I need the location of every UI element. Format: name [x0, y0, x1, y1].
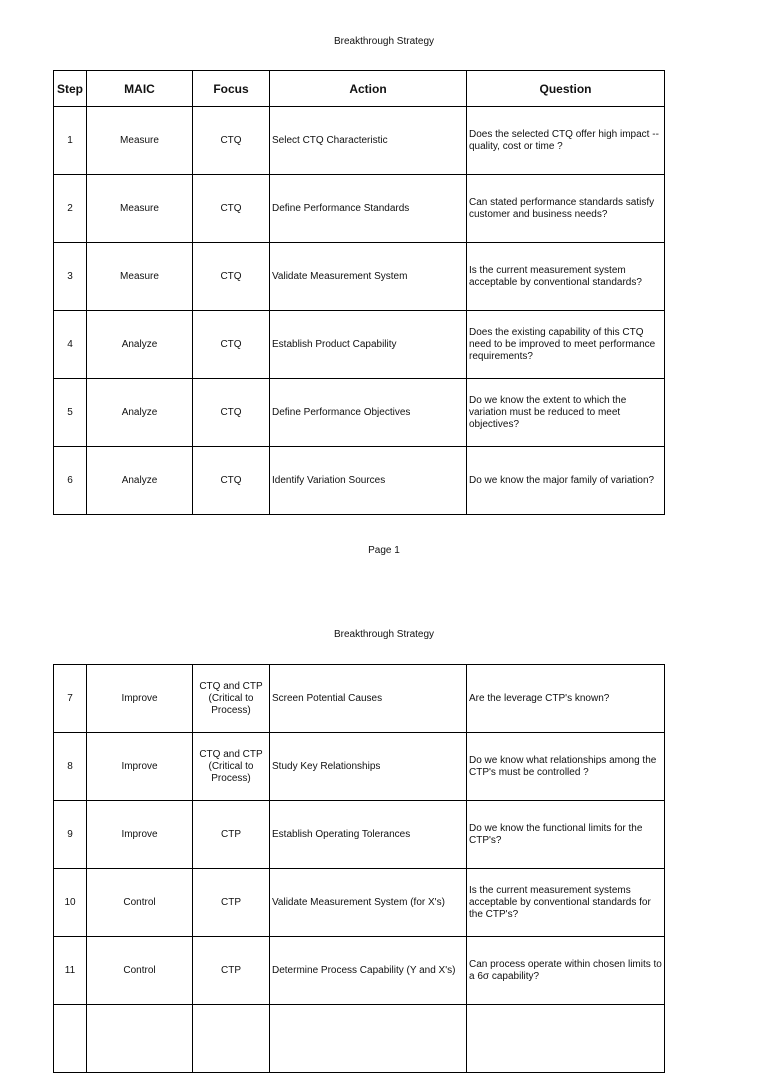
action-cell: Define Performance Standards — [270, 175, 467, 243]
action-cell: Establish Operating Tolerances — [270, 801, 467, 869]
focus-cell: CTQ — [193, 447, 270, 515]
question-cell: Do we know the extent to which the variation must be reduced to meet objectives? — [467, 379, 665, 447]
step-cell: 8 — [54, 733, 87, 801]
action-cell — [270, 1005, 467, 1073]
table-row — [54, 937, 665, 1005]
question-cell — [467, 1005, 665, 1073]
focus-cell: CTP — [193, 937, 270, 1005]
step-cell: 2 — [54, 175, 87, 243]
action-cell: Study Key Relationships — [270, 733, 467, 801]
question-cell: Can stated performance standards satisfy customer and business needs? — [467, 175, 665, 243]
strategy-table-page-2 — [53, 664, 665, 1073]
focus-cell — [193, 1005, 270, 1073]
column-header-maic: MAIC — [87, 71, 193, 107]
table-row — [54, 311, 665, 379]
question-cell: Do we know the major family of variation? — [467, 447, 665, 515]
question-cell: Do we know the functional limits for the CTP's? — [467, 801, 665, 869]
maic-cell — [87, 1005, 193, 1073]
table-header-row — [54, 71, 665, 107]
step-cell: 6 — [54, 447, 87, 515]
step-cell: 11 — [54, 937, 87, 1005]
table-row — [54, 665, 665, 733]
step-cell — [54, 1005, 87, 1073]
focus-cell: CTQ and CTP (Critical to Process) — [193, 733, 270, 801]
action-cell: Identify Variation Sources — [270, 447, 467, 515]
maic-cell: Analyze — [87, 379, 193, 447]
column-header-question: Question — [467, 71, 665, 107]
question-cell: Does the existing capability of this CTQ need to be improved to meet performance requirements? — [467, 311, 665, 379]
step-cell: 10 — [54, 869, 87, 937]
table-row — [54, 801, 665, 869]
strategy-table-page-1 — [53, 70, 665, 515]
step-cell: 3 — [54, 243, 87, 311]
step-cell: 9 — [54, 801, 87, 869]
maic-cell: Improve — [87, 733, 193, 801]
question-cell: Are the leverage CTP's known? — [467, 665, 665, 733]
maic-cell: Measure — [87, 243, 193, 311]
table-row — [54, 175, 665, 243]
table-row — [54, 869, 665, 937]
maic-cell: Measure — [87, 175, 193, 243]
column-header-step: Step — [54, 71, 87, 107]
step-cell: 5 — [54, 379, 87, 447]
maic-cell: Analyze — [87, 311, 193, 379]
page-footer: Page 1 — [368, 545, 400, 556]
step-cell: 1 — [54, 107, 87, 175]
action-cell: Validate Measurement System (for X's) — [270, 869, 467, 937]
focus-cell: CTQ — [193, 175, 270, 243]
focus-cell: CTQ — [193, 379, 270, 447]
focus-cell: CTP — [193, 869, 270, 937]
question-cell: Do we know what relationships among the CTP's must be controlled ? — [467, 733, 665, 801]
column-header-focus: Focus — [193, 71, 270, 107]
action-cell: Select CTQ Characteristic — [270, 107, 467, 175]
maic-cell: Analyze — [87, 447, 193, 515]
step-cell: 4 — [54, 311, 87, 379]
page-header: Breakthrough Strategy — [333, 629, 435, 640]
action-cell: Define Performance Objectives — [270, 379, 467, 447]
maic-cell: Improve — [87, 801, 193, 869]
maic-cell: Measure — [87, 107, 193, 175]
table-row — [54, 379, 665, 447]
question-cell: Can process operate within chosen limits to a 6σ capability? — [467, 937, 665, 1005]
action-cell: Determine Process Capability (Y and X's) — [270, 937, 467, 1005]
table-row — [54, 107, 665, 175]
focus-cell: CTQ — [193, 311, 270, 379]
question-cell: Is the current measurement system acceptable by conventional standards? — [467, 243, 665, 311]
page-header: Breakthrough Strategy — [333, 36, 435, 47]
question-cell: Is the current measurement systems acceptable by conventional standards for the CTP's? — [467, 869, 665, 937]
table-row — [54, 1005, 665, 1073]
action-cell: Screen Potential Causes — [270, 665, 467, 733]
step-cell: 7 — [54, 665, 87, 733]
action-cell: Establish Product Capability — [270, 311, 467, 379]
table-row — [54, 243, 665, 311]
focus-cell: CTQ — [193, 107, 270, 175]
maic-cell: Improve — [87, 665, 193, 733]
focus-cell: CTQ and CTP (Critical to Process) — [193, 665, 270, 733]
focus-cell: CTP — [193, 801, 270, 869]
table-row — [54, 447, 665, 515]
table-row — [54, 733, 665, 801]
question-cell: Does the selected CTQ offer high impact -- quality, cost or time ? — [467, 107, 665, 175]
focus-cell: CTQ — [193, 243, 270, 311]
action-cell: Validate Measurement System — [270, 243, 467, 311]
maic-cell: Control — [87, 937, 193, 1005]
maic-cell: Control — [87, 869, 193, 937]
column-header-action: Action — [270, 71, 467, 107]
